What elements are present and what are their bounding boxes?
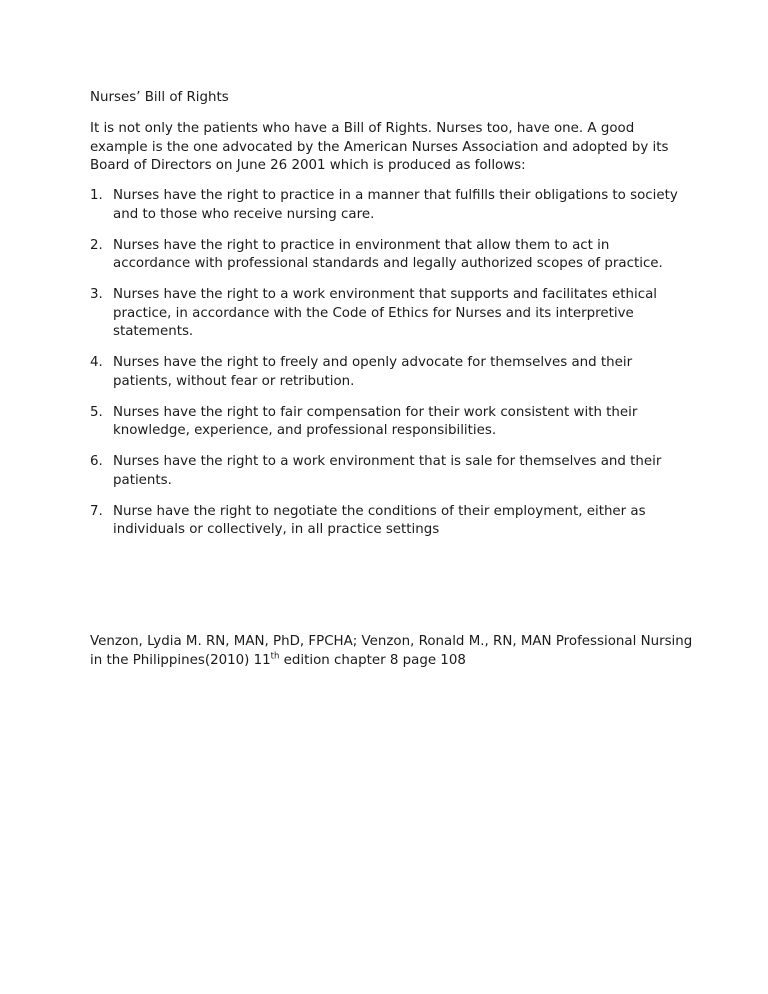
list-item-number: 2.	[90, 237, 103, 253]
list-item-text: Nurses have the right to freely and openly advocate for themselves and their patients, without fear or retribution.	[113, 355, 633, 389]
list-item	[90, 237, 690, 274]
list-item-text: Nurses have the right to practice in environment that allow them to act in accordance with professional standards and legally authorized scopes of practice.	[113, 237, 663, 271]
list-item	[90, 453, 690, 490]
list-item	[90, 404, 690, 441]
list-item-text: Nurses have the right to fair compensation for their work consistent with their knowledge, experience, and professional responsibilities.	[113, 404, 638, 438]
citation-superscript: th	[270, 651, 280, 662]
list-item-number: 5.	[90, 404, 103, 420]
rights-list	[90, 187, 690, 552]
list-item	[90, 286, 690, 342]
list-item-text: Nurses have the right to a work environment that supports and facilitates ethical practice, in accordance with the Code of Ethics for Nurses and its interpretive statements.	[113, 287, 658, 339]
citation	[90, 632, 700, 670]
citation-text: Venzon, Lydia M. RN, MAN, PhD, FPCHA; Venzon, Ronald M., RN, MAN Professional Nursing in the Philippines(2010) 11	[90, 634, 693, 668]
list-item-number: 3.	[90, 287, 103, 302]
document-title: Nurses’ Bill of Rights	[90, 90, 229, 105]
list-item-text: Nurses have the right to practice in a manner that fulfills their obligations to society and to those who receive nursing care.	[113, 188, 678, 222]
list-item-number: 1.	[90, 188, 103, 203]
list-item-number: 6.	[90, 454, 103, 469]
list-item	[90, 354, 690, 391]
list-item-text: Nurse have the right to negotiate the conditions of their employment, either as individuals or collectively, in all practice settings	[113, 503, 646, 537]
intro-paragraph: It is not only the patients who have a Bill of Rights. Nurses too, have one. A good example is the one advocated by the American Nurses Association and adopted by its Board of Directors on June 26 2001 which is produced as follows:	[90, 121, 669, 173]
list-item	[90, 187, 690, 224]
list-item	[90, 503, 690, 540]
list-item-number: 7.	[90, 503, 103, 519]
list-item-number: 4.	[90, 355, 103, 370]
citation-text-end: edition chapter 8 page 108	[279, 653, 466, 668]
list-item-text: Nurses have the right to a work environment that is sale for themselves and their patients.	[113, 454, 662, 488]
